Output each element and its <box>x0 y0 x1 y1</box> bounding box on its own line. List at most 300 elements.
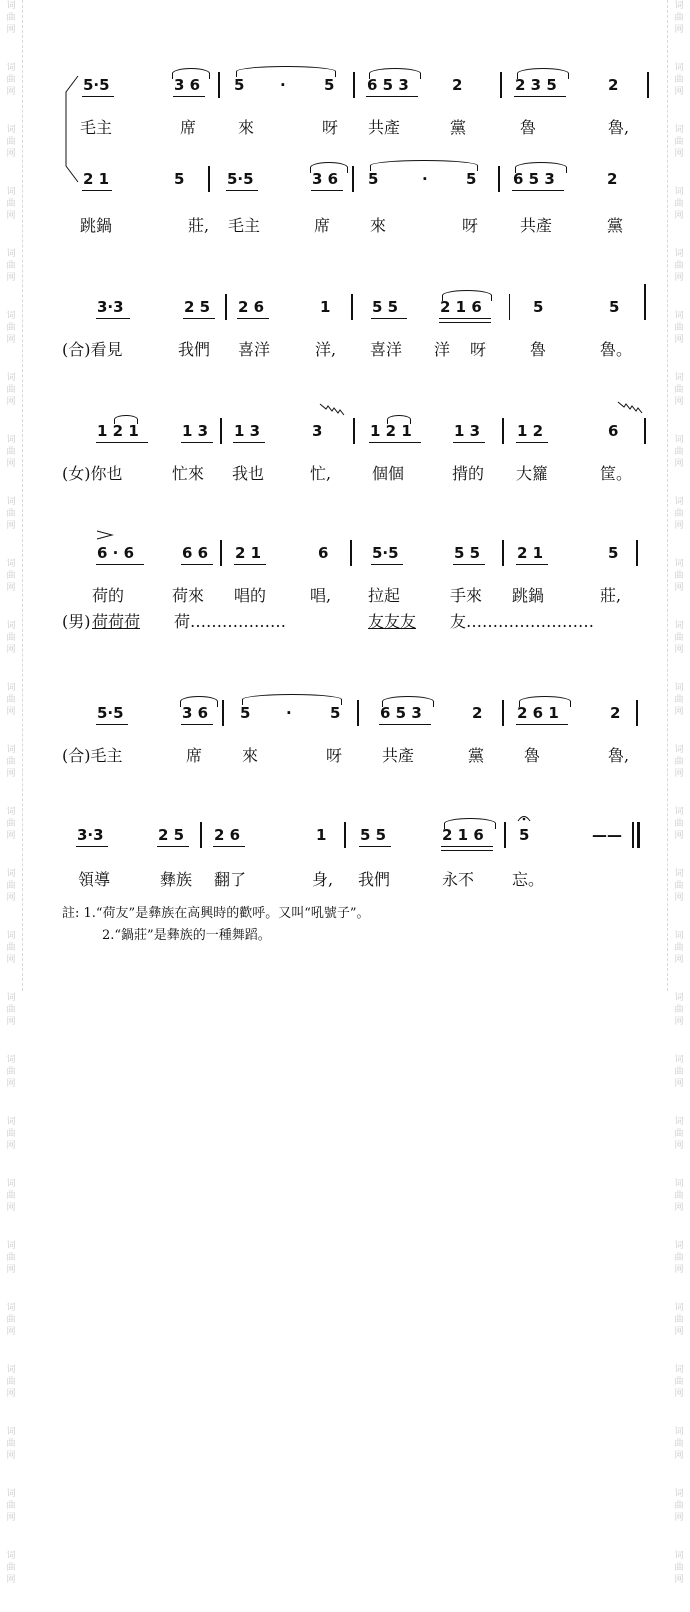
watermark-char: 网 <box>6 335 16 345</box>
watermark-gap <box>668 346 690 372</box>
note-group: 2 1 <box>235 544 262 562</box>
bar-line <box>350 540 352 566</box>
watermark-char: 网 <box>674 1203 684 1213</box>
watermark-char: 词 <box>6 373 16 383</box>
note-group: 3 6 <box>312 170 339 188</box>
watermark-char: 词 <box>674 993 684 1003</box>
watermark-gap <box>668 1276 690 1302</box>
watermark-char: 网 <box>6 1141 16 1151</box>
watermark-char: 曲 <box>674 137 684 147</box>
watermark-char: 词 <box>6 1551 16 1561</box>
bar-line <box>644 284 646 320</box>
note-group: 2 3 5 <box>515 76 557 94</box>
watermark-char: 词 <box>674 807 684 817</box>
watermark-char: 网 <box>674 1017 684 1027</box>
watermark-gap <box>0 408 22 434</box>
beam-line <box>181 564 213 565</box>
note-group: 2 6 <box>238 298 265 316</box>
watermark-char: 网 <box>6 211 16 221</box>
bar-line <box>502 418 504 444</box>
lyric: 忘。 <box>512 870 545 889</box>
bar-line <box>502 700 504 726</box>
watermark-char: 网 <box>6 1513 16 1523</box>
lyric: 翻了 <box>214 870 247 889</box>
lyric: 來 <box>242 746 259 765</box>
note-group: 5 5 <box>360 826 387 844</box>
lyric: 忙來 <box>172 464 205 483</box>
lyric: 呀 <box>322 118 339 137</box>
tie <box>370 160 478 171</box>
watermark-gap <box>668 1338 690 1364</box>
note-group: 5 <box>608 544 619 562</box>
watermark-char: 曲 <box>6 1377 16 1387</box>
lyric: (合)看見 <box>62 340 123 359</box>
watermark-char: 词 <box>6 993 16 1003</box>
lyric: 揹的 <box>452 464 485 483</box>
brace <box>60 74 80 184</box>
final-bar-line <box>637 822 640 848</box>
watermark-char: 网 <box>674 1265 684 1275</box>
watermark-char: 词 <box>674 1179 684 1189</box>
beam-line <box>516 564 548 565</box>
watermark-char: 网 <box>674 149 684 159</box>
watermark-char: 曲 <box>6 633 16 643</box>
watermark-char: 词 <box>674 1117 684 1127</box>
watermark-gap <box>0 656 22 682</box>
lyric: 荷的 <box>92 586 125 605</box>
note-group: 5 <box>330 704 341 722</box>
watermark-gap <box>668 904 690 930</box>
watermark-char: 曲 <box>6 1253 16 1263</box>
watermark-char: 网 <box>674 1079 684 1089</box>
note-group: 5·5 <box>83 76 110 94</box>
bar-line <box>357 700 359 726</box>
tie <box>242 694 342 705</box>
lyric: 唱的 <box>234 586 267 605</box>
bar-line <box>351 294 353 320</box>
watermark-gap <box>668 470 690 496</box>
watermark-gap <box>668 408 690 434</box>
lyric: 來 <box>370 216 387 235</box>
watermark-char: 网 <box>6 1451 16 1461</box>
beam-line <box>379 724 431 725</box>
lyric: 彝族 <box>160 870 193 889</box>
note-group: 6 5 3 <box>380 704 422 722</box>
watermark-char: 网 <box>6 1017 16 1027</box>
watermark-char: 曲 <box>6 881 16 891</box>
watermark-gap <box>0 1152 22 1178</box>
watermark-char: 网 <box>674 769 684 779</box>
watermark-char: 网 <box>674 211 684 221</box>
watermark-char: 网 <box>6 25 16 35</box>
bar-line <box>632 822 634 848</box>
slur <box>369 68 421 79</box>
bar-line <box>220 418 222 444</box>
bar-line <box>353 418 355 444</box>
watermark-char: 网 <box>6 831 16 841</box>
watermark-char: 网 <box>674 1389 684 1399</box>
note-group: 1 <box>316 826 327 844</box>
watermark-char: 网 <box>6 1265 16 1275</box>
note-group: 2 1 <box>517 544 544 562</box>
watermark-char: 曲 <box>674 1377 684 1387</box>
watermark-char: 词 <box>6 311 16 321</box>
lyric: 領導 <box>78 870 111 889</box>
watermark-char: 网 <box>6 87 16 97</box>
watermark-gap <box>668 656 690 682</box>
beam-line <box>311 190 343 191</box>
glissando-mark <box>318 402 346 418</box>
watermark-char: 词 <box>6 1365 16 1375</box>
beam-line <box>371 318 407 319</box>
watermark-gap <box>668 36 690 62</box>
watermark-gap <box>668 532 690 558</box>
beam-line <box>82 96 114 97</box>
lyric: 我也 <box>232 464 265 483</box>
note-group: 2 5 <box>158 826 185 844</box>
watermark-char: 网 <box>674 1575 684 1585</box>
beam-line <box>226 190 258 191</box>
watermark-char: 网 <box>6 645 16 655</box>
watermark-char: 词 <box>674 559 684 569</box>
bar-line <box>504 822 506 848</box>
watermark-char: 词 <box>674 1 684 11</box>
slur <box>444 818 496 829</box>
note-group: 5 <box>533 298 544 316</box>
watermark-gap <box>0 532 22 558</box>
note-group: 1 2 1 <box>370 422 412 440</box>
lyric: 黨 <box>450 118 467 137</box>
beam-line <box>237 318 269 319</box>
bar-line <box>222 700 224 726</box>
watermark-gap <box>0 222 22 248</box>
watermark-char: 曲 <box>6 943 16 953</box>
watermark-char: 网 <box>674 831 684 841</box>
lyric: 魯, <box>608 746 630 765</box>
watermark-char: 网 <box>674 1327 684 1337</box>
note-group: · <box>286 704 292 722</box>
watermark-char: 曲 <box>674 571 684 581</box>
bar-line <box>344 822 346 848</box>
lyric: 席 <box>314 216 331 235</box>
lyric: (合)毛主 <box>62 746 123 765</box>
footnote-2: 2.“鍋莊”是彝族的一種舞蹈。 <box>102 928 271 943</box>
watermark-char: 曲 <box>6 1501 16 1511</box>
note-group: 5·5 <box>372 544 399 562</box>
lyric: 跳鍋 <box>512 586 545 605</box>
lyric: 魯。 <box>600 340 633 359</box>
beam-line <box>371 564 403 565</box>
lyric: 毛主 <box>80 118 113 137</box>
watermark-char: 网 <box>6 955 16 965</box>
beam-line <box>512 190 564 191</box>
watermark-char: 网 <box>674 707 684 717</box>
note-group: 2 <box>472 704 483 722</box>
watermark-gap <box>668 1524 690 1550</box>
lyric: 共產 <box>368 118 401 137</box>
watermark-char: 词 <box>674 125 684 135</box>
bar-line <box>644 418 646 444</box>
beam-line <box>441 850 493 851</box>
lyric: 魯 <box>530 340 547 359</box>
bar-line <box>352 166 354 192</box>
lyric: 莊, <box>600 586 622 605</box>
watermark-char: 词 <box>674 1427 684 1437</box>
watermark-char: 曲 <box>6 261 16 271</box>
watermark-char: 词 <box>6 435 16 445</box>
watermark-char: 词 <box>674 497 684 507</box>
note-group: 5 5 <box>372 298 399 316</box>
slur <box>519 696 571 707</box>
note-group: 2 <box>608 76 619 94</box>
watermark-char: 词 <box>6 1241 16 1251</box>
watermark-char: 网 <box>674 583 684 593</box>
note-group: 5 5 <box>454 544 481 562</box>
watermark-char: 网 <box>674 273 684 283</box>
watermark-char: 网 <box>674 87 684 97</box>
bar-line <box>220 540 222 566</box>
lyric: 席 <box>180 118 197 137</box>
note-group: · <box>422 170 428 188</box>
note-group: —— <box>592 826 622 844</box>
watermark-char: 曲 <box>6 695 16 705</box>
watermark-gap <box>0 1338 22 1364</box>
bar-line <box>208 166 210 192</box>
watermark-gap <box>668 966 690 992</box>
note-group: 1 3 <box>454 422 481 440</box>
watermark-char: 曲 <box>6 757 16 767</box>
watermark-char: 曲 <box>674 323 684 333</box>
watermark-char: 曲 <box>6 1191 16 1201</box>
watermark-gap <box>0 98 22 124</box>
beam-line <box>441 846 493 847</box>
watermark-char: 曲 <box>6 571 16 581</box>
watermark-gap <box>0 904 22 930</box>
watermark-char: 网 <box>674 25 684 35</box>
bar-line <box>636 700 638 726</box>
beam-line <box>366 96 418 97</box>
watermark-gap <box>0 1586 22 1612</box>
watermark-gap <box>668 1028 690 1054</box>
watermark-char: 网 <box>674 1513 684 1523</box>
lyric: 魯, <box>608 118 630 137</box>
watermark-char: 网 <box>6 1575 16 1585</box>
watermark-char: 词 <box>6 63 16 73</box>
watermark-char: 曲 <box>6 137 16 147</box>
watermark-char: 曲 <box>674 695 684 705</box>
watermark-char: 网 <box>6 1203 16 1213</box>
watermark-char: 词 <box>6 931 16 941</box>
watermark-char: 网 <box>6 273 16 283</box>
watermark-gap <box>0 718 22 744</box>
beam-line <box>82 190 112 191</box>
lyric: 黨 <box>468 746 485 765</box>
tie <box>236 66 336 77</box>
beam-line <box>173 96 205 97</box>
watermark-char: 曲 <box>674 1439 684 1449</box>
lyric-male: 友友友 <box>368 612 417 631</box>
lyric: 忙, <box>310 464 332 483</box>
beam-line <box>453 564 485 565</box>
watermark-gap <box>0 780 22 806</box>
watermark-char: 词 <box>674 1055 684 1065</box>
slur <box>382 696 434 707</box>
watermark-char: 网 <box>6 521 16 531</box>
bar-line <box>353 72 355 98</box>
note-group: 2 1 6 <box>440 298 482 316</box>
beam-line <box>96 724 128 725</box>
bar-line <box>500 72 502 98</box>
note-group: 5 <box>324 76 335 94</box>
beam-line <box>181 442 213 443</box>
watermark-gap <box>668 160 690 186</box>
lyric: 我們 <box>358 870 391 889</box>
watermark-char: 曲 <box>674 1315 684 1325</box>
note-group: 6 · 6 <box>97 544 135 562</box>
watermark-char: 网 <box>6 397 16 407</box>
beam-line <box>453 442 485 443</box>
watermark-gap <box>0 966 22 992</box>
watermark-char: 曲 <box>674 75 684 85</box>
glissando-mark <box>616 400 644 416</box>
watermark-char: 曲 <box>6 819 16 829</box>
lyric: 魯 <box>520 118 537 137</box>
watermark-gap <box>0 160 22 186</box>
watermark-char: 词 <box>6 745 16 755</box>
watermark-char: 曲 <box>674 819 684 829</box>
watermark-char: 曲 <box>6 323 16 333</box>
lyric: 喜洋 <box>370 340 403 359</box>
bar-line <box>647 72 649 98</box>
watermark-gap <box>0 594 22 620</box>
watermark-char: 网 <box>674 955 684 965</box>
watermark-char: 网 <box>6 1079 16 1089</box>
watermark-char: 网 <box>674 397 684 407</box>
watermark-char: 曲 <box>674 1253 684 1263</box>
watermark-gap <box>0 1400 22 1426</box>
note-group: 5 <box>240 704 251 722</box>
lyric: 我們 <box>178 340 211 359</box>
note-group: 5 <box>234 76 245 94</box>
watermark-char: 词 <box>674 621 684 631</box>
watermark-gap <box>668 1152 690 1178</box>
beam-line <box>439 318 491 319</box>
bar-line <box>498 166 500 192</box>
watermark-char: 网 <box>6 459 16 469</box>
lyric: 洋 <box>434 340 451 359</box>
lyric: 來 <box>238 118 255 137</box>
watermark-gap <box>0 284 22 310</box>
note-group: 5 <box>174 170 185 188</box>
lyric: 身, <box>312 870 334 889</box>
watermark-gap <box>668 842 690 868</box>
note-group: 2 5 <box>184 298 211 316</box>
note-group: 1 2 <box>517 422 544 440</box>
watermark-char: 网 <box>6 1389 16 1399</box>
watermark-gap <box>668 1400 690 1426</box>
watermark-char: 曲 <box>6 1129 16 1139</box>
watermark-char: 曲 <box>674 1005 684 1015</box>
note-group: 2 1 <box>83 170 110 188</box>
note-group: 3·3 <box>77 826 104 844</box>
watermark-char: 曲 <box>6 509 16 519</box>
note-group: 2 <box>610 704 621 722</box>
note-group: 2 6 1 <box>517 704 559 722</box>
watermark-char: 曲 <box>6 13 16 23</box>
watermark-char: 曲 <box>6 385 16 395</box>
watermark-char: 词 <box>6 621 16 631</box>
lyric: 共產 <box>382 746 415 765</box>
lyric: 共產 <box>520 216 553 235</box>
watermark-char: 词 <box>674 1241 684 1251</box>
watermark-char: 网 <box>6 1327 16 1337</box>
beam-line <box>514 96 566 97</box>
lyric: 呀 <box>462 216 479 235</box>
bar-line <box>636 540 638 566</box>
watermark-char: 词 <box>674 435 684 445</box>
note-group: 6 5 3 <box>513 170 555 188</box>
watermark-char: 曲 <box>674 1501 684 1511</box>
watermark-char: 网 <box>6 149 16 159</box>
lyric: 洋, <box>315 340 337 359</box>
watermark-char: 网 <box>6 707 16 717</box>
watermark-char: 词 <box>6 1179 16 1189</box>
note-group: 6 6 <box>182 544 209 562</box>
bar-line <box>502 540 504 566</box>
note-group: · <box>280 76 286 94</box>
watermark-char: 词 <box>674 931 684 941</box>
bar-line <box>509 294 510 320</box>
watermark-char: 曲 <box>6 1005 16 1015</box>
lyric: 荷來 <box>172 586 205 605</box>
watermark-char: 曲 <box>674 385 684 395</box>
lyric: 拉起 <box>368 586 401 605</box>
slur <box>387 415 411 424</box>
beam-line <box>233 442 265 443</box>
watermark-gap <box>668 222 690 248</box>
lyric: 手來 <box>450 586 483 605</box>
watermark-gap <box>0 842 22 868</box>
note-group: 6 5 3 <box>367 76 409 94</box>
watermark-gap <box>668 98 690 124</box>
watermark-char: 曲 <box>674 199 684 209</box>
lyric: 唱, <box>310 586 332 605</box>
watermark-gap <box>668 1462 690 1488</box>
lyric: 喜洋 <box>238 340 271 359</box>
note-group: 5·5 <box>227 170 254 188</box>
lyric: (女)你也 <box>62 464 123 483</box>
watermark-char: 曲 <box>674 509 684 519</box>
note-group: 5 <box>609 298 620 316</box>
fermata <box>517 812 531 822</box>
note-group: 3·3 <box>97 298 124 316</box>
beam-line <box>359 846 391 847</box>
watermark-char: 词 <box>6 559 16 569</box>
watermark-char: 词 <box>6 187 16 197</box>
footnote-1: 註: 1.“荷友”是彝族在高興時的歡呼。又叫“吼號子”。 <box>62 906 370 921</box>
lyric: 毛主 <box>228 216 261 235</box>
watermark-char: 词 <box>674 1489 684 1499</box>
note-group: 3 <box>312 422 323 440</box>
watermark-char: 词 <box>6 1303 16 1313</box>
bar-line <box>225 294 227 320</box>
watermark-gap <box>0 346 22 372</box>
note-group: 5·5 <box>97 704 124 722</box>
beam-line <box>181 724 213 725</box>
score-sheet <box>22 0 668 991</box>
watermark-char: 曲 <box>674 1191 684 1201</box>
watermark-char: 网 <box>674 893 684 903</box>
